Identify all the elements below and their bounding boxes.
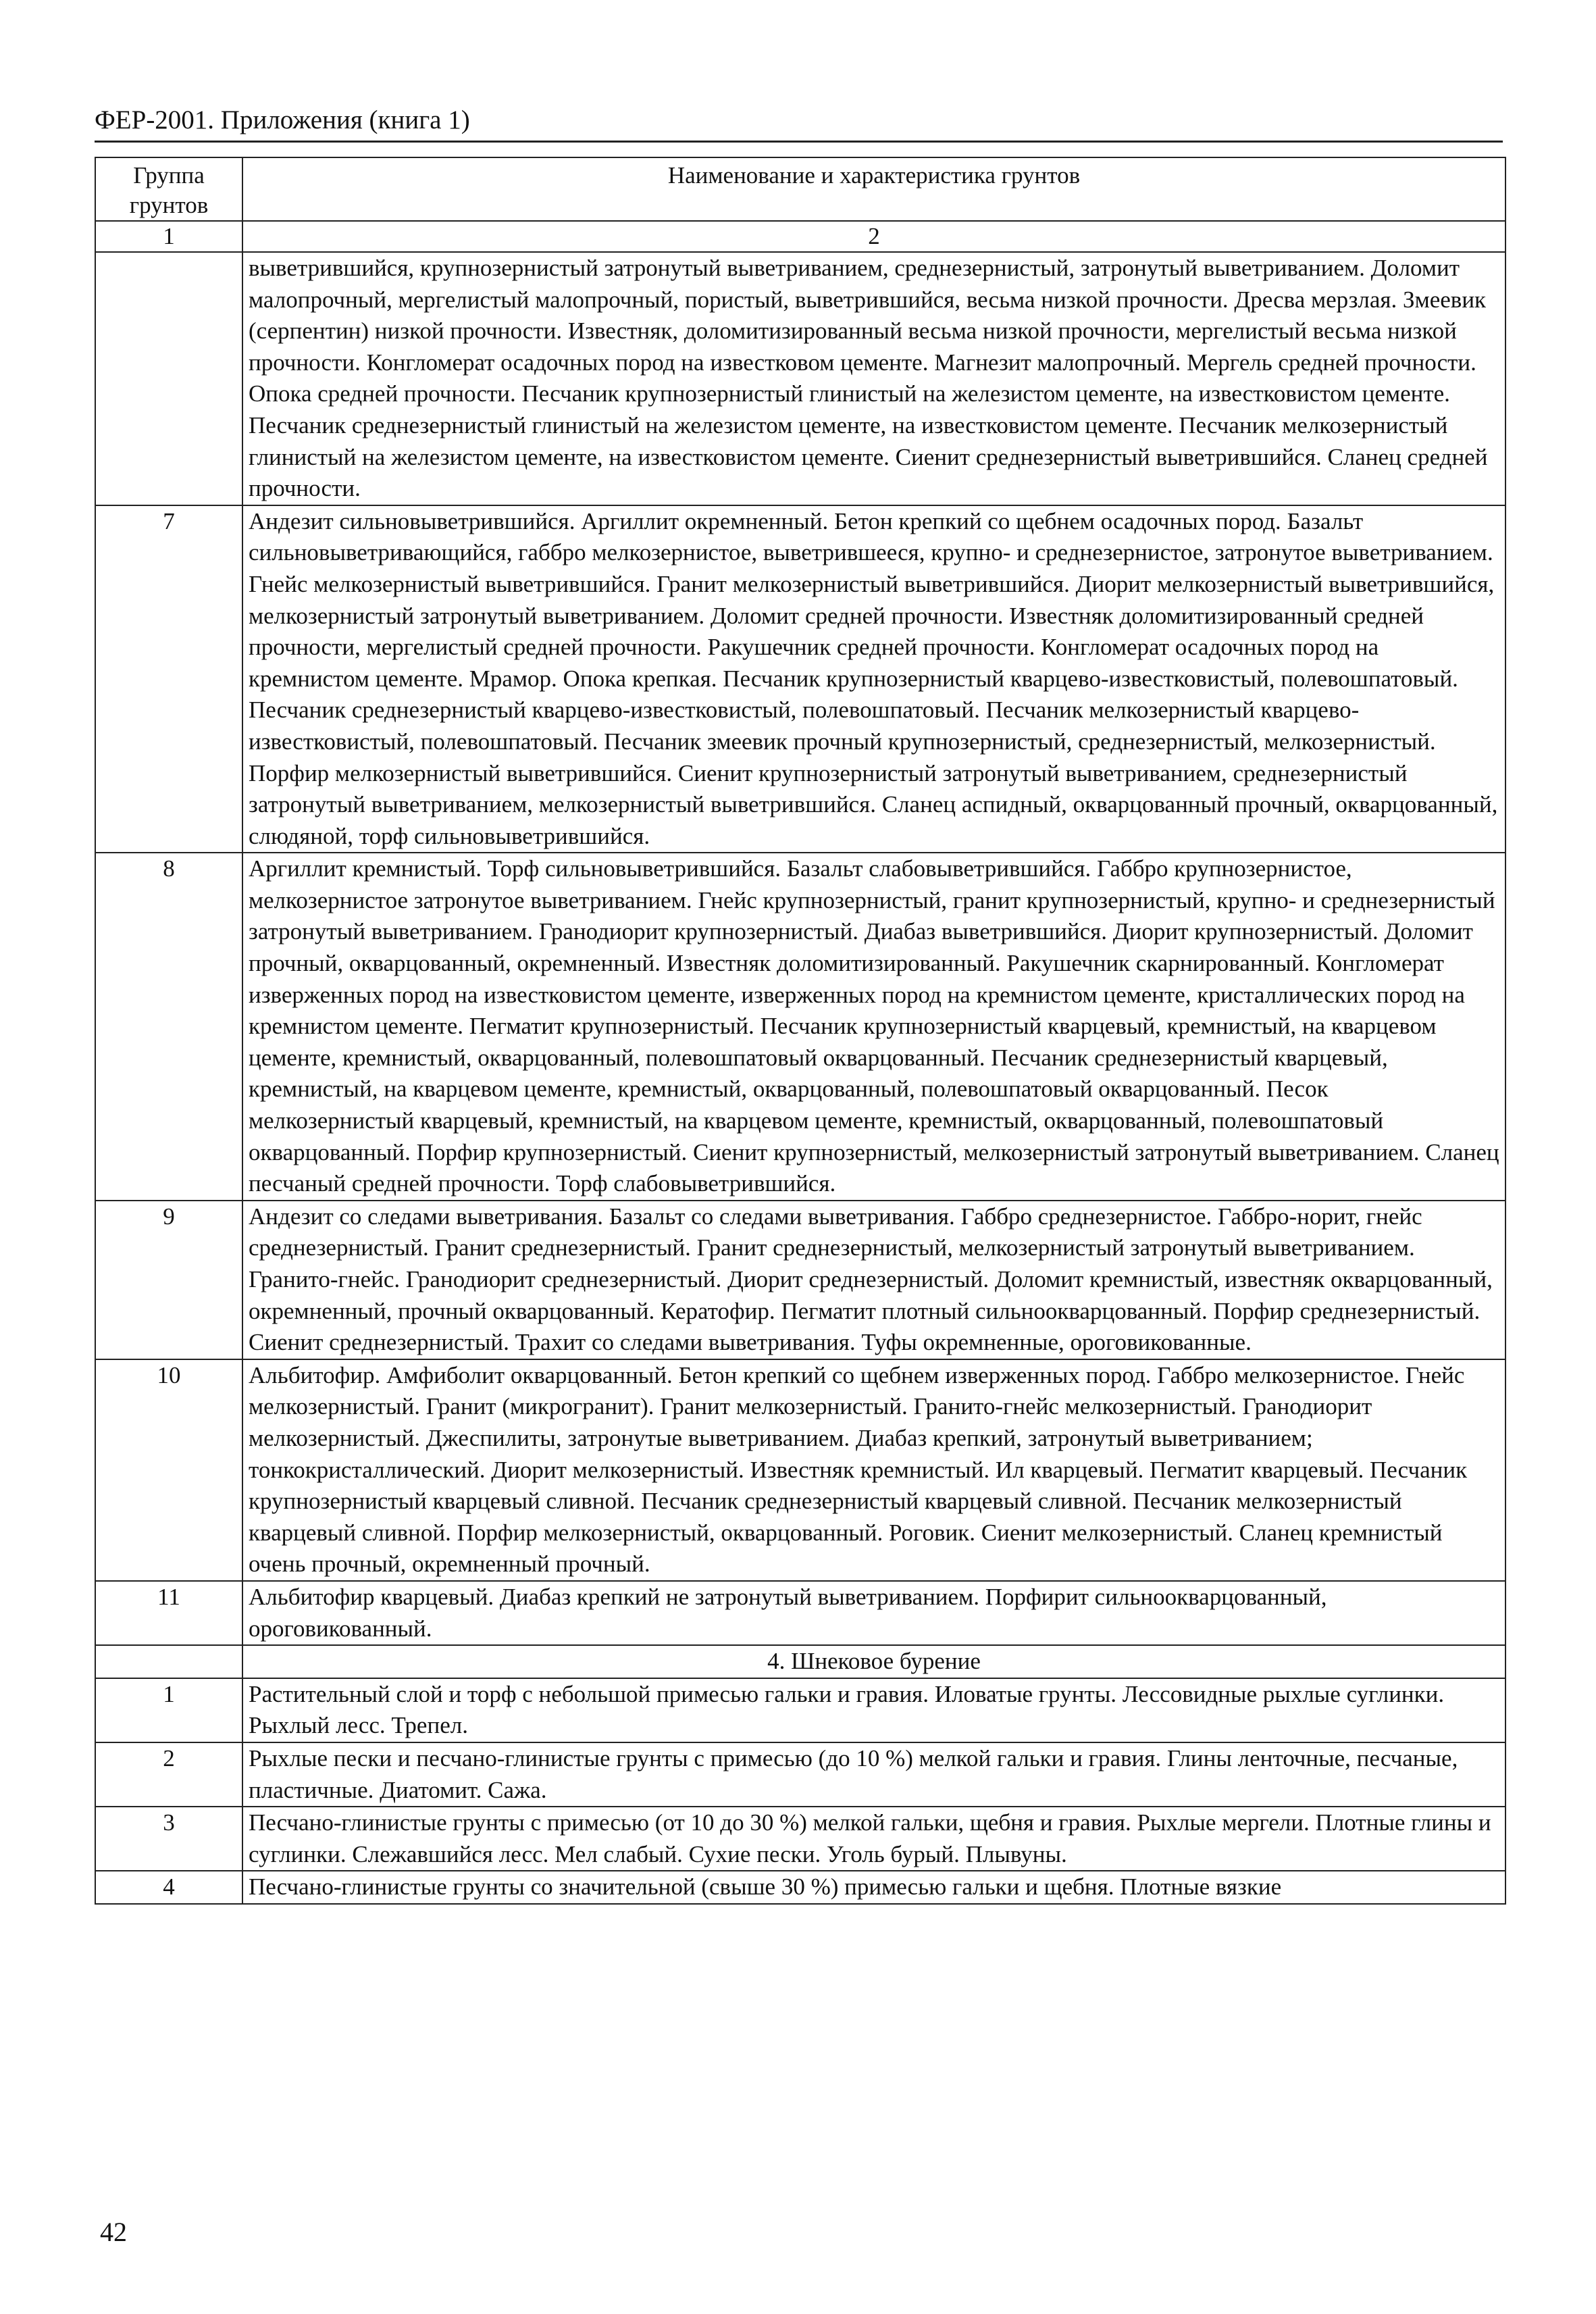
description-cell: Андезит сильновыветрившийся. Аргиллит окремненный. Бетон крепкий со щебнем осадочных пород. Базальт сильновыветривающийся, габбро мелкозернистое, выветрившееся, крупно- и среднезернистое, затронутое выветриванием. Гнейс мелкозернистый выветрившийся. Гранит мелкозернистый выветрившийся. Диорит мелкозернистый выветрившийся, мелкозернистый затронутый выветриванием. Доломит средней прочности. Известняк доломитизированный средней прочности, мергелистый средней прочности. Ракушечник средней прочности. Конгломерат осадочных пород на кремнистом цементе. Мрамор. Опока крепкая. Песчаник крупнозернистый кварцево-известковистый, полевошпатовый. Песчаник среднезернистый кварцево-известковистый, полевошпатовый. Песчаник мелкозернистый кварцево-известковистый, полевошпатовый. Песчаник змеевик прочный крупнозернистый, среднезернистый, мелкозернистый. Порфир мелкозернистый выветрившийся. Сиенит крупнозернистый затронутый выветриванием, среднезернистый затронутый выветриванием, мелкозернистый выветрившийся. Сланец аспидный, окварцованный прочный, окварцованный, слюдяной, торф сильновыветрившийся. — [242, 505, 1505, 853]
group-cell — [95, 252, 242, 505]
table-body — [95, 157, 1505, 1904]
group-cell: 9 — [95, 1201, 242, 1359]
col-header-name: Наименование и характеристика грунтов — [242, 157, 1505, 221]
col-header-group: Группа грунтов — [95, 157, 242, 221]
description-cell: Альбитофир кварцевый. Диабаз крепкий не затронутый выветриванием. Порфирит сильноокварцованный, ороговикованный. — [242, 1581, 1505, 1645]
group-cell: 8 — [95, 853, 242, 1201]
table-row — [95, 1742, 1505, 1807]
running-header: ФЕР-2001. Приложения (книга 1) — [95, 101, 1503, 143]
section-row — [95, 1645, 1505, 1678]
soil-groups-table — [95, 157, 1506, 1905]
table-row — [95, 1807, 1505, 1871]
group-cell: 4 — [95, 1871, 242, 1904]
group-cell: 2 — [95, 1742, 242, 1807]
description-cell: Песчано-глинистые грунты с примесью (от 10 до 30 %) мелкой гальки, щебня и гравия. Рыхлые мергели. Плотные глины и суглинки. Слежавшийся лесс. Мел слабый. Сухие пески. Уголь бурый. Плывуны. — [242, 1807, 1505, 1871]
description-cell: Песчано-глинистые грунты со значительной (свыше 30 %) примесью гальки и щебня. Плотные вязкие — [242, 1871, 1505, 1904]
table-row — [95, 853, 1505, 1201]
group-cell: 1 — [95, 1678, 242, 1742]
description-cell: Растительный слой и торф с небольшой примесью гальки и гравия. Иловатые грунты. Лессовидные рыхлые суглинки. Рыхлый лесс. Трепел. — [242, 1678, 1505, 1742]
table-row — [95, 252, 1505, 505]
table-row — [95, 1871, 1505, 1904]
description-cell: Аргиллит кремнистый. Торф сильновыветрившийся. Базальт слабовыветрившийся. Габбро крупнозернистое, мелкозернистое затронутое выветриванием. Гнейс крупнозернистый, гранит крупнозернистый, крупно- и среднезернистый затронутый выветриванием. Гранодиорит крупнозернистый. Диабаз выветрившийся. Диорит крупнозернистый. Доломит прочный, окварцованный, окремненный. Известняк доломитизированный. Ракушечник скарнированный. Конгломерат изверженных пород на известковистом цементе, изверженных пород на кремнистом цементе, кристаллических пород на кремнистом цементе. Пегматит крупнозернистый. Песчаник крупнозернистый кварцевый, кремнистый, на кварцевом цементе, кремнистый, окварцованный, полевошпатовый окварцованный. Песчаник среднезернистый кварцевый, кремнистый, на кварцевом цементе, кремнистый, окварцованный, полевошпатовый окварцованный. Песок мелкозернистый кварцевый, кремнистый, на кварцевом цементе, кремнистый, окварцованный, полевошпатовый окварцованный. Порфир крупнозернистый. Сиенит крупнозернистый, мелкозернистый затронутый выветриванием. Сланец песчаный средней прочности. Торф слабовыветрившийся. — [242, 853, 1505, 1201]
description-cell: Андезит со следами выветривания. Базальт со следами выветривания. Габбро среднезернистое. Габбро-норит, гнейс среднезернистый. Гранит среднезернистый. Гранит среднезернистый, мелкозернистый затронутый выветриванием. Гранито-гнейс. Гранодиорит среднезернистый. Диорит среднезернистый. Доломит кремнистый, известняк окварцованный, окремненный, прочный окварцованный. Кератофир. Пегматит плотный сильноокварцованный. Порфир среднезернистый. Сиенит среднезернистый. Трахит со следами выветривания. Туфы окремненные, ороговикованные. — [242, 1201, 1505, 1359]
group-cell — [95, 1645, 242, 1678]
col-number-2: 2 — [242, 221, 1505, 252]
group-cell: 7 — [95, 505, 242, 853]
description-cell: выветрившийся, крупнозернистый затронутый выветриванием, среднезернистый, затронутый выветриванием. Доломит малопрочный, мергелистый малопрочный, пористый, выветрившийся, весьма низкой прочности. Дресва мерзлая. Змеевик (серпентин) низкой прочности. Известняк, доломитизированный весьма низкой прочности, мергелистый весьма низкой прочности. Конгломерат осадочных пород на известковом цементе. Магнезит малопрочный. Мергель средней прочности. Опока средней прочности. Песчаник крупнозернистый глинистый на железистом цементе, на известковистом цементе. Песчаник среднезернистый глинистый на железистом цементе, на известковистом цементе. Песчаник мелкозернистый глинистый на железистом цементе, на известковистом цементе. Сиенит среднезернистый выветрившийся. Сланец средней прочности. — [242, 252, 1505, 505]
table-row — [95, 1359, 1505, 1581]
description-cell: Альбитофир. Амфиболит окварцованный. Бетон крепкий со щебнем изверженных пород. Габбро мелкозернистое. Гнейс мелкозернистый. Гранит (микрогранит). Гранит мелкозернистый. Гранито-гнейс мелкозернистый. Гранодиорит мелкозернистый. Джеспилиты, затронутые выветриванием. Диабаз крепкий, затронутый выветриванием; тонкокристаллический. Диорит мелкозернистый. Известняк кремнистый. Ил кварцевый. Пегматит кварцевый. Песчаник крупнозернистый кварцевый сливной. Песчаник среднезернистый кварцевый сливной. Песчаник мелкозернистый кварцевый сливной. Порфир мелкозернистый, окварцованный. Роговик. Сиенит мелкозернистый. Сланец кремнистый очень прочный, окремненный прочный. — [242, 1359, 1505, 1581]
col-number-1: 1 — [95, 221, 242, 252]
group-cell: 11 — [95, 1581, 242, 1645]
group-cell: 3 — [95, 1807, 242, 1871]
table-row — [95, 1581, 1505, 1645]
table-row — [95, 505, 1505, 853]
description-cell: Рыхлые пески и песчано-глинистые грунты с примесью (до 10 %) мелкой гальки и гравия. Глины ленточные, песчаные, пластичные. Диатомит. Сажа. — [242, 1742, 1505, 1807]
section-title: 4. Шнековое бурение — [242, 1645, 1505, 1678]
page-number: 42 — [100, 2217, 127, 2247]
group-cell: 10 — [95, 1359, 242, 1581]
table-header-row — [95, 157, 1505, 221]
table-row — [95, 1201, 1505, 1359]
column-number-row — [95, 221, 1505, 252]
table-row — [95, 1678, 1505, 1742]
